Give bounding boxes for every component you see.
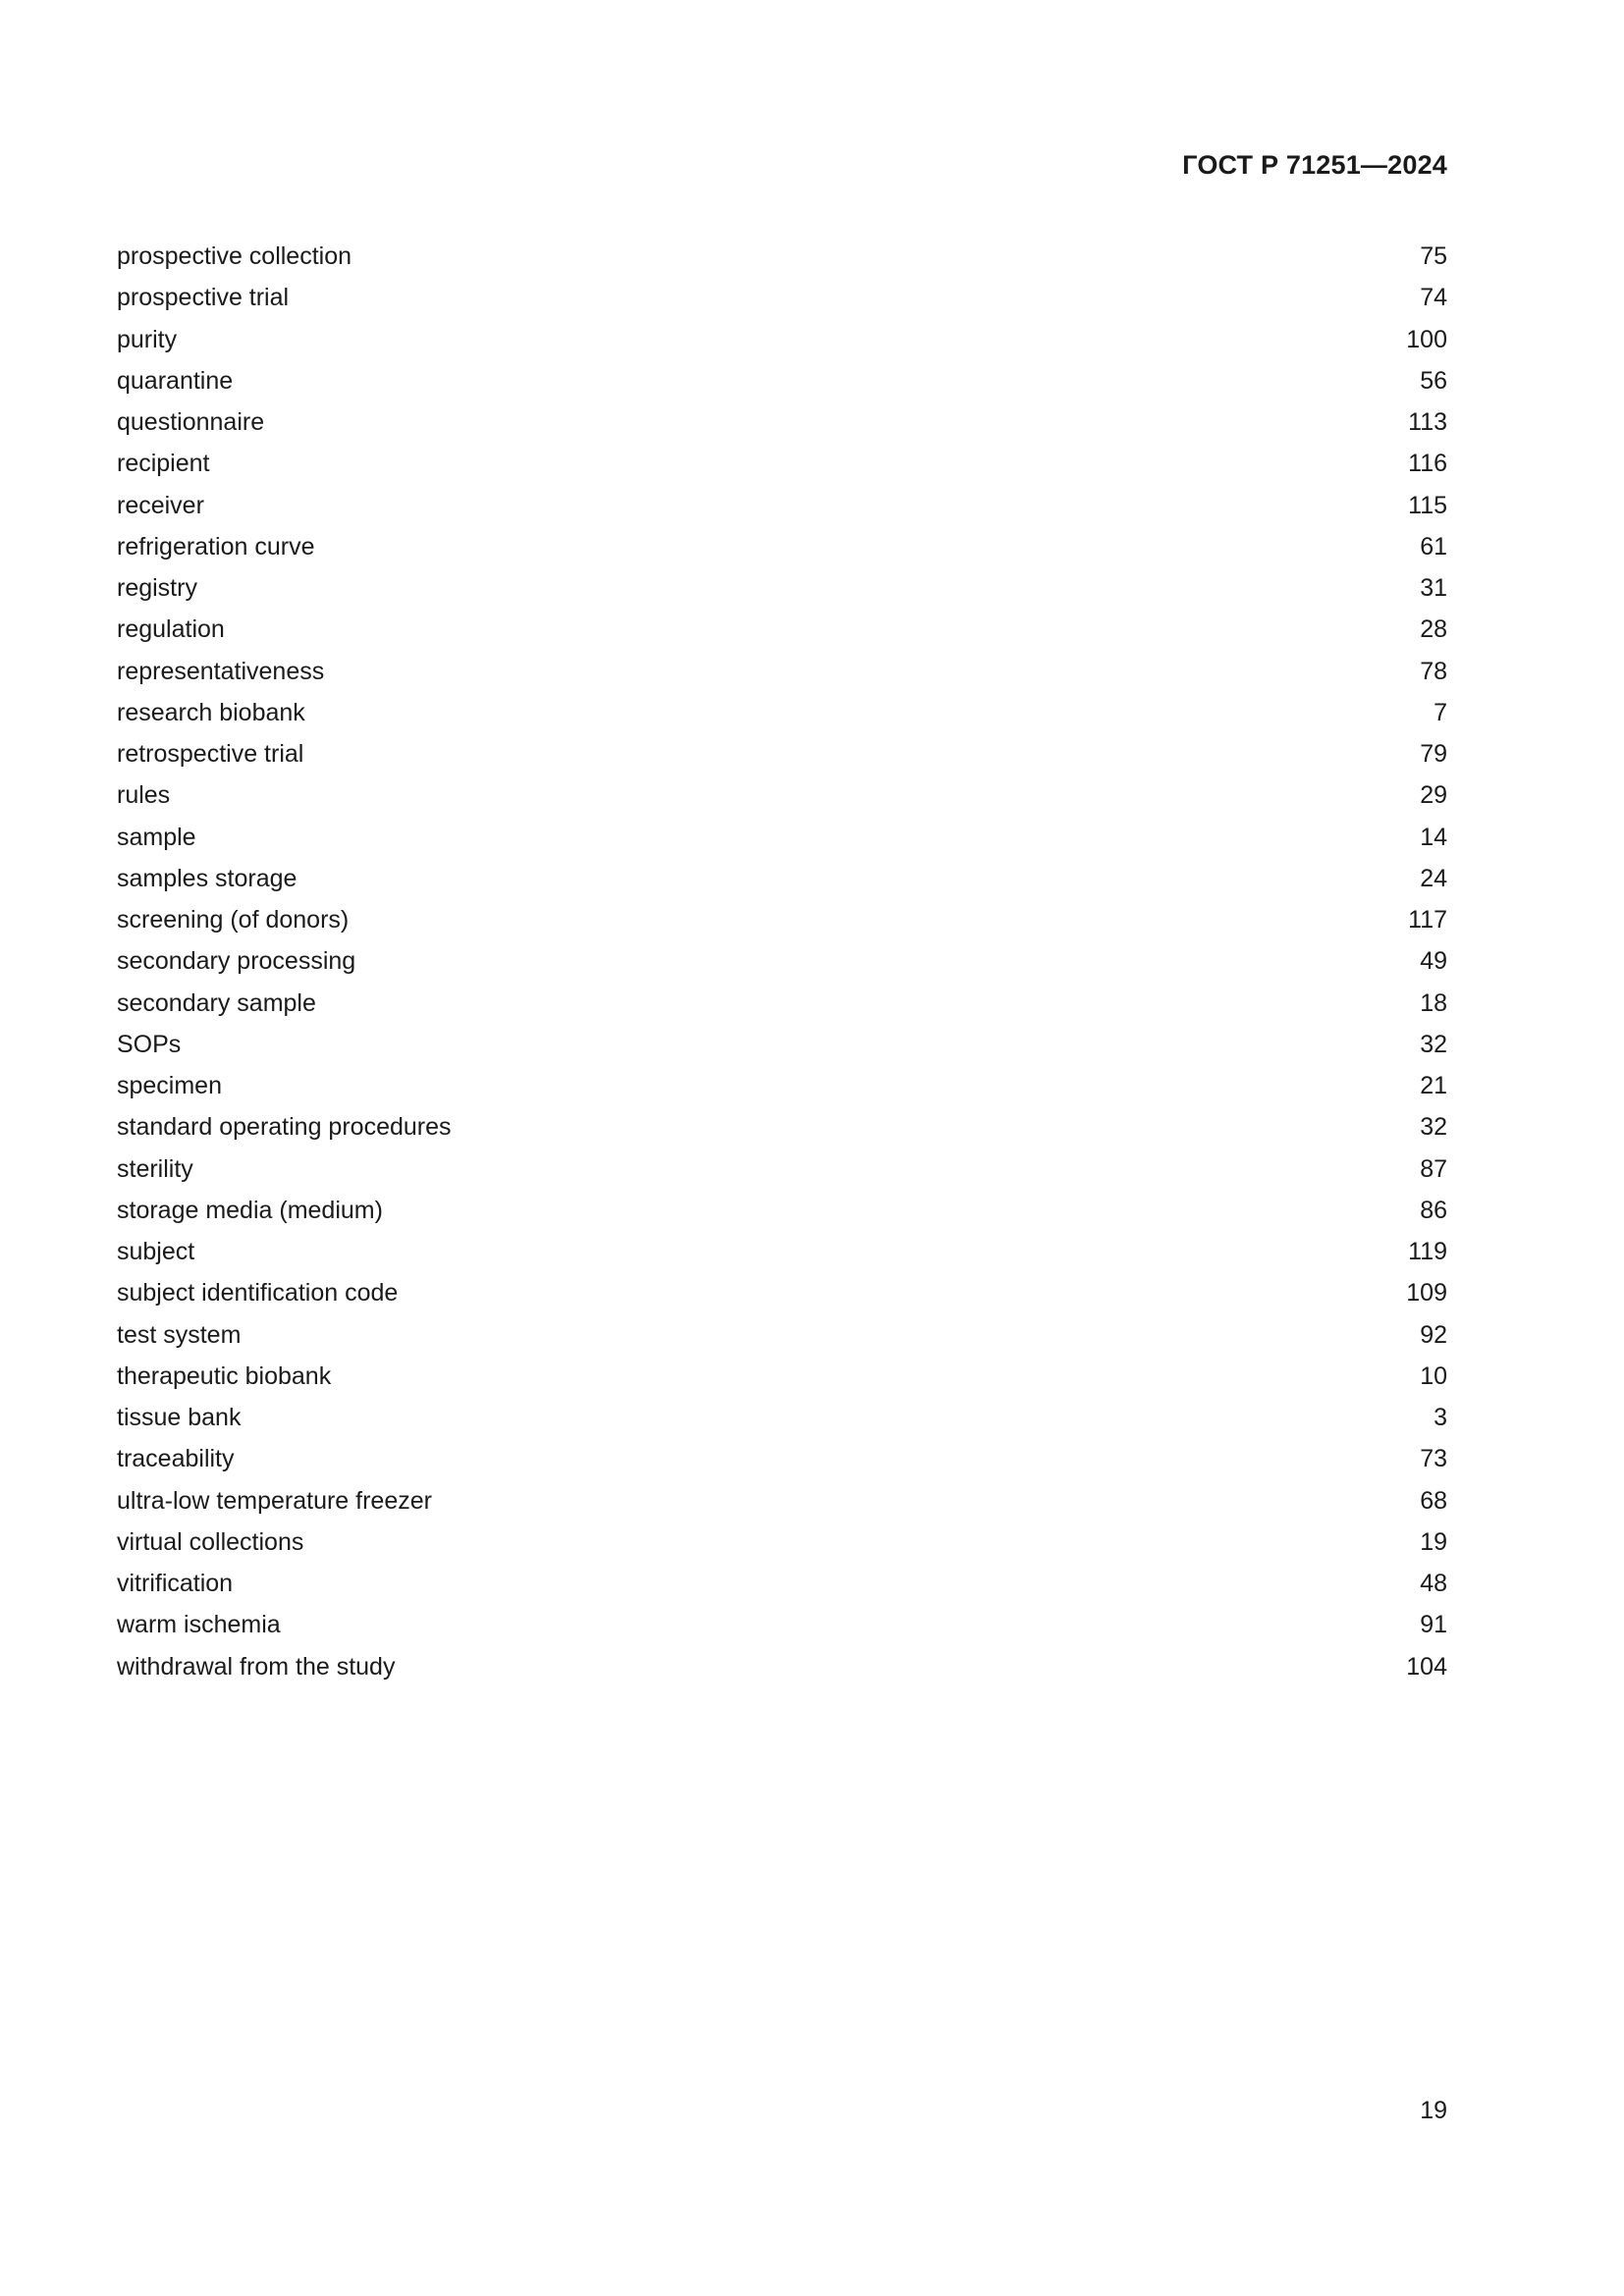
- page-number: [1420, 2094, 1447, 2127]
- index-entry: [117, 940, 1447, 982]
- index-page-ref: 87: [1420, 1154, 1447, 1183]
- index-page-ref: 31: [1420, 574, 1447, 602]
- index-page-ref: 14: [1420, 823, 1447, 851]
- index-page-ref: 119: [1408, 1238, 1447, 1265]
- index-entry: [117, 1190, 1447, 1231]
- index-page-ref: 100: [1406, 325, 1447, 353]
- alphabetical-index: [117, 236, 1447, 1687]
- index-term: withdrawal from the study: [117, 1652, 396, 1681]
- index-entry: [117, 1522, 1447, 1563]
- index-page-ref: 116: [1408, 450, 1447, 478]
- index-entry: [117, 1065, 1447, 1106]
- index-page-ref: 78: [1420, 657, 1447, 685]
- index-page-ref: 10: [1420, 1362, 1447, 1390]
- index-page-ref: 21: [1420, 1072, 1447, 1099]
- index-term: questionnaire: [117, 408, 265, 436]
- page-number-value: 19: [1420, 2097, 1447, 2124]
- index-entry: [117, 733, 1447, 774]
- index-page-ref: 117: [1408, 906, 1447, 934]
- index-term: sample: [117, 823, 196, 851]
- index-entry: [117, 983, 1447, 1024]
- index-entry: [117, 360, 1447, 401]
- index-page-ref: 113: [1408, 408, 1447, 436]
- index-term: subject identification code: [117, 1279, 399, 1308]
- index-term: quarantine: [117, 366, 234, 395]
- index-entry: [117, 1356, 1447, 1397]
- index-term: screening (of donors): [117, 906, 350, 934]
- index-page-ref: 56: [1420, 366, 1447, 395]
- index-entry: [117, 1646, 1447, 1687]
- index-term: SOPs: [117, 1030, 182, 1058]
- index-page-ref: 115: [1408, 491, 1447, 519]
- index-entry: [117, 858, 1447, 899]
- index-term: vitrification: [117, 1570, 234, 1597]
- index-entry: [117, 692, 1447, 733]
- index-term: therapeutic biobank: [117, 1362, 332, 1390]
- index-entry: [117, 1563, 1447, 1604]
- index-entry: [117, 651, 1447, 692]
- index-term: receiver: [117, 491, 204, 519]
- index-term: secondary processing: [117, 947, 356, 976]
- index-term: traceability: [117, 1445, 235, 1473]
- index-page-ref: 109: [1406, 1279, 1447, 1308]
- index-entry: [117, 1397, 1447, 1438]
- index-page-ref: 91: [1420, 1611, 1447, 1639]
- index-entry: [117, 1231, 1447, 1272]
- index-term: prospective trial: [117, 284, 290, 312]
- index-term: subject: [117, 1238, 195, 1265]
- index-entry: [117, 1480, 1447, 1522]
- index-page-ref: 3: [1434, 1404, 1447, 1431]
- index-page-ref: 73: [1420, 1445, 1447, 1473]
- index-page-ref: 29: [1420, 781, 1447, 810]
- index-page-ref: 92: [1420, 1320, 1447, 1349]
- index-term: samples storage: [117, 864, 298, 892]
- index-page-ref: 7: [1434, 698, 1447, 726]
- index-entry: [117, 817, 1447, 858]
- index-page-ref: 74: [1420, 284, 1447, 312]
- index-page-ref: 68: [1420, 1486, 1447, 1515]
- index-entry: [117, 1272, 1447, 1313]
- index-term: test system: [117, 1320, 242, 1349]
- index-page-ref: 19: [1420, 1527, 1447, 1556]
- index-term: specimen: [117, 1072, 222, 1099]
- index-term: prospective collection: [117, 242, 352, 270]
- index-term: virtual collections: [117, 1527, 304, 1556]
- index-term: purity: [117, 325, 178, 353]
- index-term: refrigeration curve: [117, 532, 315, 561]
- index-term: registry: [117, 574, 197, 602]
- document-header: [1182, 147, 1447, 183]
- index-entry: [117, 1314, 1447, 1356]
- index-page-ref: 48: [1420, 1570, 1447, 1597]
- index-entry: [117, 236, 1447, 277]
- index-page-ref: 61: [1420, 532, 1447, 561]
- index-term: standard operating procedures: [117, 1113, 452, 1142]
- index-page-ref: 28: [1420, 615, 1447, 644]
- index-entry: [117, 899, 1447, 940]
- index-entry: [117, 485, 1447, 526]
- index-entry: [117, 1438, 1447, 1479]
- index-entry: [117, 526, 1447, 567]
- index-entry: [117, 1106, 1447, 1148]
- index-entry: [117, 443, 1447, 484]
- index-term: storage media (medium): [117, 1196, 383, 1224]
- index-term: secondary sample: [117, 988, 316, 1017]
- index-entry: [117, 774, 1447, 816]
- index-term: tissue bank: [117, 1404, 242, 1431]
- index-entry: [117, 567, 1447, 609]
- index-page-ref: 79: [1420, 740, 1447, 768]
- index-page-ref: 32: [1420, 1030, 1447, 1058]
- index-entry: [117, 277, 1447, 318]
- index-page-ref: 49: [1420, 947, 1447, 976]
- index-term: rules: [117, 781, 171, 810]
- index-term: recipient: [117, 450, 210, 478]
- index-term: research biobank: [117, 698, 305, 726]
- standard-code: ГОСТ Р 71251—2024: [1182, 150, 1447, 180]
- index-page-ref: 18: [1420, 988, 1447, 1017]
- index-page-ref: 75: [1420, 242, 1447, 270]
- index-term: warm ischemia: [117, 1611, 281, 1639]
- index-term: ultra-low temperature freezer: [117, 1486, 432, 1515]
- index-page-ref: 24: [1420, 864, 1447, 892]
- index-entry: [117, 319, 1447, 360]
- index-entry: [117, 401, 1447, 443]
- index-page-ref: 104: [1406, 1652, 1447, 1681]
- index-page-ref: 86: [1420, 1196, 1447, 1224]
- index-entry: [117, 609, 1447, 650]
- index-page-ref: 32: [1420, 1113, 1447, 1142]
- index-entry: [117, 1604, 1447, 1645]
- index-entry: [117, 1148, 1447, 1190]
- index-term: regulation: [117, 615, 225, 644]
- index-term: representativeness: [117, 657, 325, 685]
- index-entry: [117, 1024, 1447, 1065]
- index-term: sterility: [117, 1154, 193, 1183]
- index-term: retrospective trial: [117, 740, 304, 768]
